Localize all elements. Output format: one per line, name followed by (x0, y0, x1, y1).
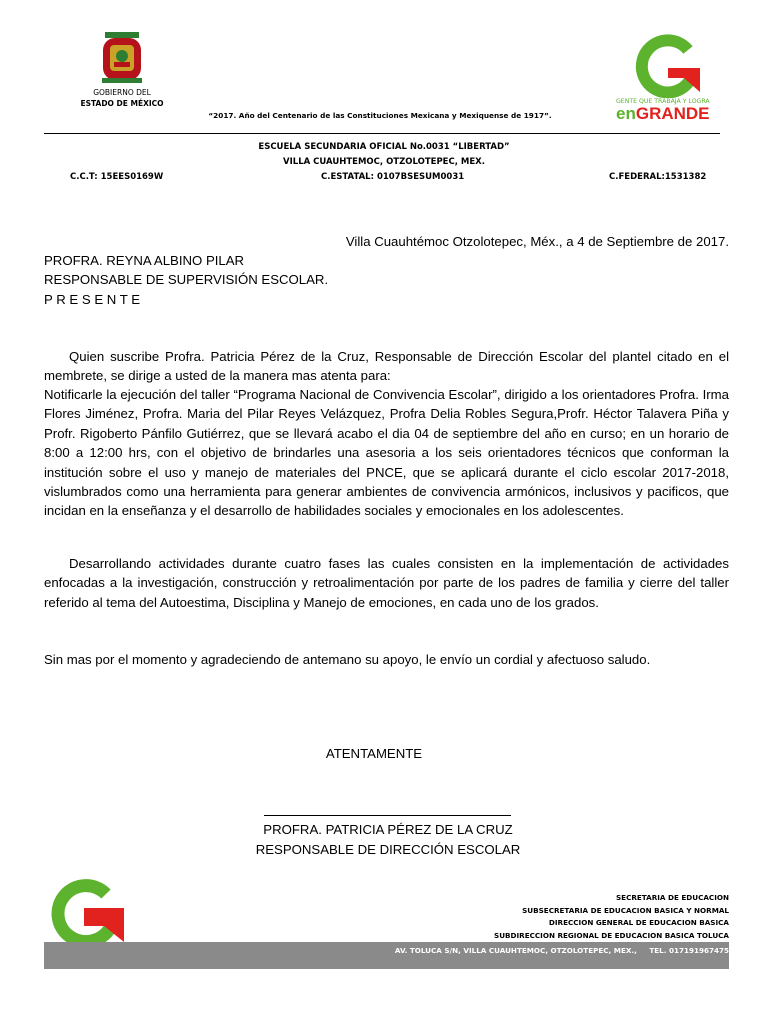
closing-line: Sin mas por el momento y agradeciendo de antemano su apoyo, le envío un cordial y afectuoso saludo. (44, 652, 651, 667)
federal-code: C.FEDERAL:1531382 (609, 172, 707, 182)
estado-de-mexico-crest-icon (72, 28, 172, 90)
estatal-code: C.ESTATAL: 0107BSESUM0031 (321, 172, 465, 182)
paragraph-intro: Quien suscribe Profra. Patricia Pérez de la Cruz, Responsable de Dirección Escolar del plantel citado en el membrete, se dirige a usted de la manera mas atenta para: (44, 349, 729, 384)
logo-left-line2: ESTADO DE MÉXICO (80, 99, 164, 108)
engrande-brand (616, 105, 710, 123)
recipient-name: PROFRA. REYNA ALBINO PILAR (44, 253, 245, 268)
header-divider (44, 133, 720, 134)
footer-logo (44, 878, 128, 944)
estado-de-mexico-logo (72, 28, 172, 114)
footer-secretaria (380, 892, 729, 942)
paragraph-notice: Notificarle la ejecución del taller “Programa Nacional de Convivencia Escolar”, dirigido a los orientadores Profra. Irma Flores Jiménez, Profra. Maria del Pilar Reyes Velázquez, Profra Delia Robles Segura,Profr. Héctor Talavera Piña y Profr. Rigoberto Pánfilo Gutiérrez, que se llevará acabo el dia 04 de septiembre del año en curso; en un horario de 8:00 a 12:00 hrs, con el objetivo de brindarles una asesoria a los seis orientadores técnicos que conforman la institución sobre el uso y manejo de materiales del PNCE, que se aplicará durante el ciclo escolar 2017-2018, vislumbrados como una herramienta para generar ambientes de convivencia armónicos, inclusivos y pacificos, que incidan en la enseñanza y el desarrollo de habilidades sociales y emocionales en los adolescentes. (44, 387, 729, 519)
logo-left-line1: GOBIERNO DEL (93, 88, 151, 97)
place-date: Villa Cuauhtémoc Otzolotepec, Méx., a 4 de Septiembre de 2017. (345, 234, 729, 249)
footer-g-icon (44, 878, 128, 944)
footer-line2: SUBSECRETARIA DE EDUCACION BASICA Y NORMAL (522, 905, 729, 915)
footer-line4: SUBDIRECCION REGIONAL DE EDUCACION BASICA TOLUCA (494, 930, 729, 940)
footer-line3: DIRECCION GENERAL DE EDUCACION BASICA (548, 918, 729, 927)
recipient-role: RESPONSABLE DE SUPERVISIÓN ESCOLAR. (44, 272, 329, 287)
signer-role: RESPONSABLE DE DIRECCIÓN ESCOLAR (255, 842, 521, 857)
atentamente: ATENTAMENTE (325, 746, 423, 761)
engrande-g-icon (612, 32, 726, 98)
signer-name: PROFRA. PATRICIA PÉREZ DE LA CRUZ (263, 822, 513, 837)
engrande-logo (612, 32, 726, 126)
engrande-tagline: GENTE QUE TRABAJA Y LOGRA (616, 98, 710, 105)
footer-address: AV. TOLUCA S/N, VILLA CUAUHTEMOC, OTZOLOTEPEC, MEX., TEL. 017191967475 (394, 946, 729, 955)
engrande-brand-grande: GRANDE (635, 104, 710, 123)
school-address: VILLA CUAUHTEMOC, OTZOLOTEPEC, MEX. (283, 157, 485, 167)
presente: P R E S E N T E (44, 292, 141, 307)
paragraph-activities: Desarrollando actividades durante cuatro fases las cuales consisten en la implementación de actividades enfocadas a la investigación, construcción y retroalimentación por parte de los padres de familia y cierre del taller referido al tema del Autoestima, Disciplina y Manejo de emociones, en cada uno de los grados. (44, 556, 729, 610)
signature-line (264, 815, 511, 816)
school-name: ESCUELA SECUNDARIA OFICIAL No.0031 “LIBERTAD” (258, 142, 510, 152)
motto: “2017. Año del Centenario de las Constituciones Mexicana y Mexiquense de 1917”. (208, 111, 552, 120)
cct-code: C.C.T: 15EES0169W (70, 172, 164, 182)
footer-line1: SECRETARIA DE EDUCACION (616, 893, 729, 902)
engrande-brand-en: en (616, 104, 636, 123)
